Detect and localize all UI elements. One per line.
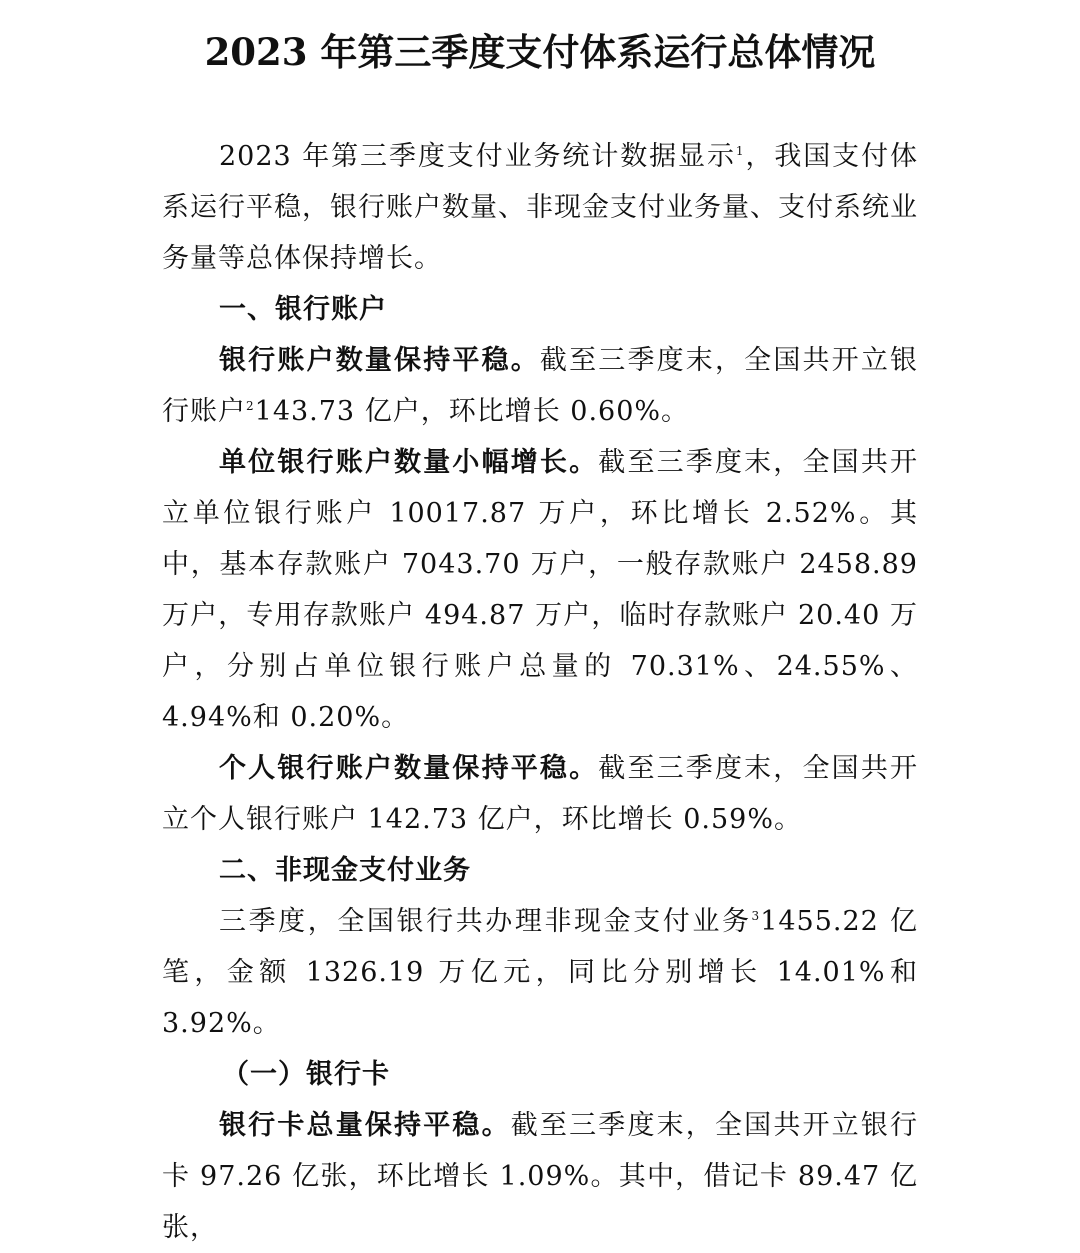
intro-paragraph: [162, 131, 918, 284]
paragraph-text-end: 143.73 亿户，环比增长 0.60%。: [254, 396, 690, 427]
subsection-heading-bank-cards: （一）银行卡: [222, 1059, 390, 1090]
footnote-ref-1[interactable]: 1: [735, 144, 745, 158]
section-heading-noncash-payments: 二、非现金支付业务: [219, 855, 471, 886]
footnote-ref-2[interactable]: 2: [246, 399, 255, 413]
intro-text-end: ，我国支付体系运行平稳，银行账户数量、非现金支付业务量、支付系统业务量等总体保持增长。: [162, 141, 919, 274]
section-heading-bank-accounts: 一、银行账户: [219, 294, 387, 325]
footnote-ref-3[interactable]: 3: [751, 909, 761, 923]
paragraph-text: 截至三季度末，全国共开立单位银行账户 10017.87 万户，环比增长 2.52%。其中，基本存款账户 7043.70 万户，一般存款账户 2458.89 万户，专用存款账户 494.87 万户，临时存款账户 20.40 万户，分别占单位银行账户总量的 70.31%、24.55%、4.94%和 0.20%。: [162, 447, 919, 733]
document-body: [162, 131, 918, 1253]
document-title: 2023 年第三季度支付体系运行总体情况: [204, 30, 876, 74]
lead-sentence: 单位银行账户数量小幅增长。: [219, 447, 599, 478]
paragraph-text-end: 1455.22 亿笔，金额 1326.19 万亿元，同比分别增长 14.01%和 3.92%。: [162, 906, 919, 1039]
paragraph-personal-accounts: [162, 743, 918, 845]
paragraph-noncash-total: [162, 896, 918, 1049]
paragraph-text: 截至三季度末，全国共开立个人银行账户 142.73 亿户，环比增长 0.59%。: [162, 753, 919, 835]
paragraph-text: 截至三季度末，全国共开立银行卡 97.26 亿张，环比增长 1.09%。其中，借记卡 89.47 亿张，: [162, 1110, 919, 1243]
paragraph-unit-accounts: [162, 437, 918, 743]
lead-sentence: 银行账户数量保持平稳。: [219, 345, 540, 376]
paragraph-bank-cards: [162, 1100, 918, 1253]
paragraph-text-start: 三季度，全国银行共办理非现金支付业务: [219, 906, 752, 937]
intro-text-start: 2023 年第三季度支付业务统计数据显示: [219, 141, 736, 172]
paragraph-text-start: 截至三季度末，全国共开立银行账户: [162, 345, 919, 427]
lead-sentence: 个人银行账户数量保持平稳。: [219, 753, 599, 784]
paragraph-bank-accounts-total: [162, 335, 918, 437]
lead-sentence: 银行卡总量保持平稳。: [219, 1110, 511, 1141]
